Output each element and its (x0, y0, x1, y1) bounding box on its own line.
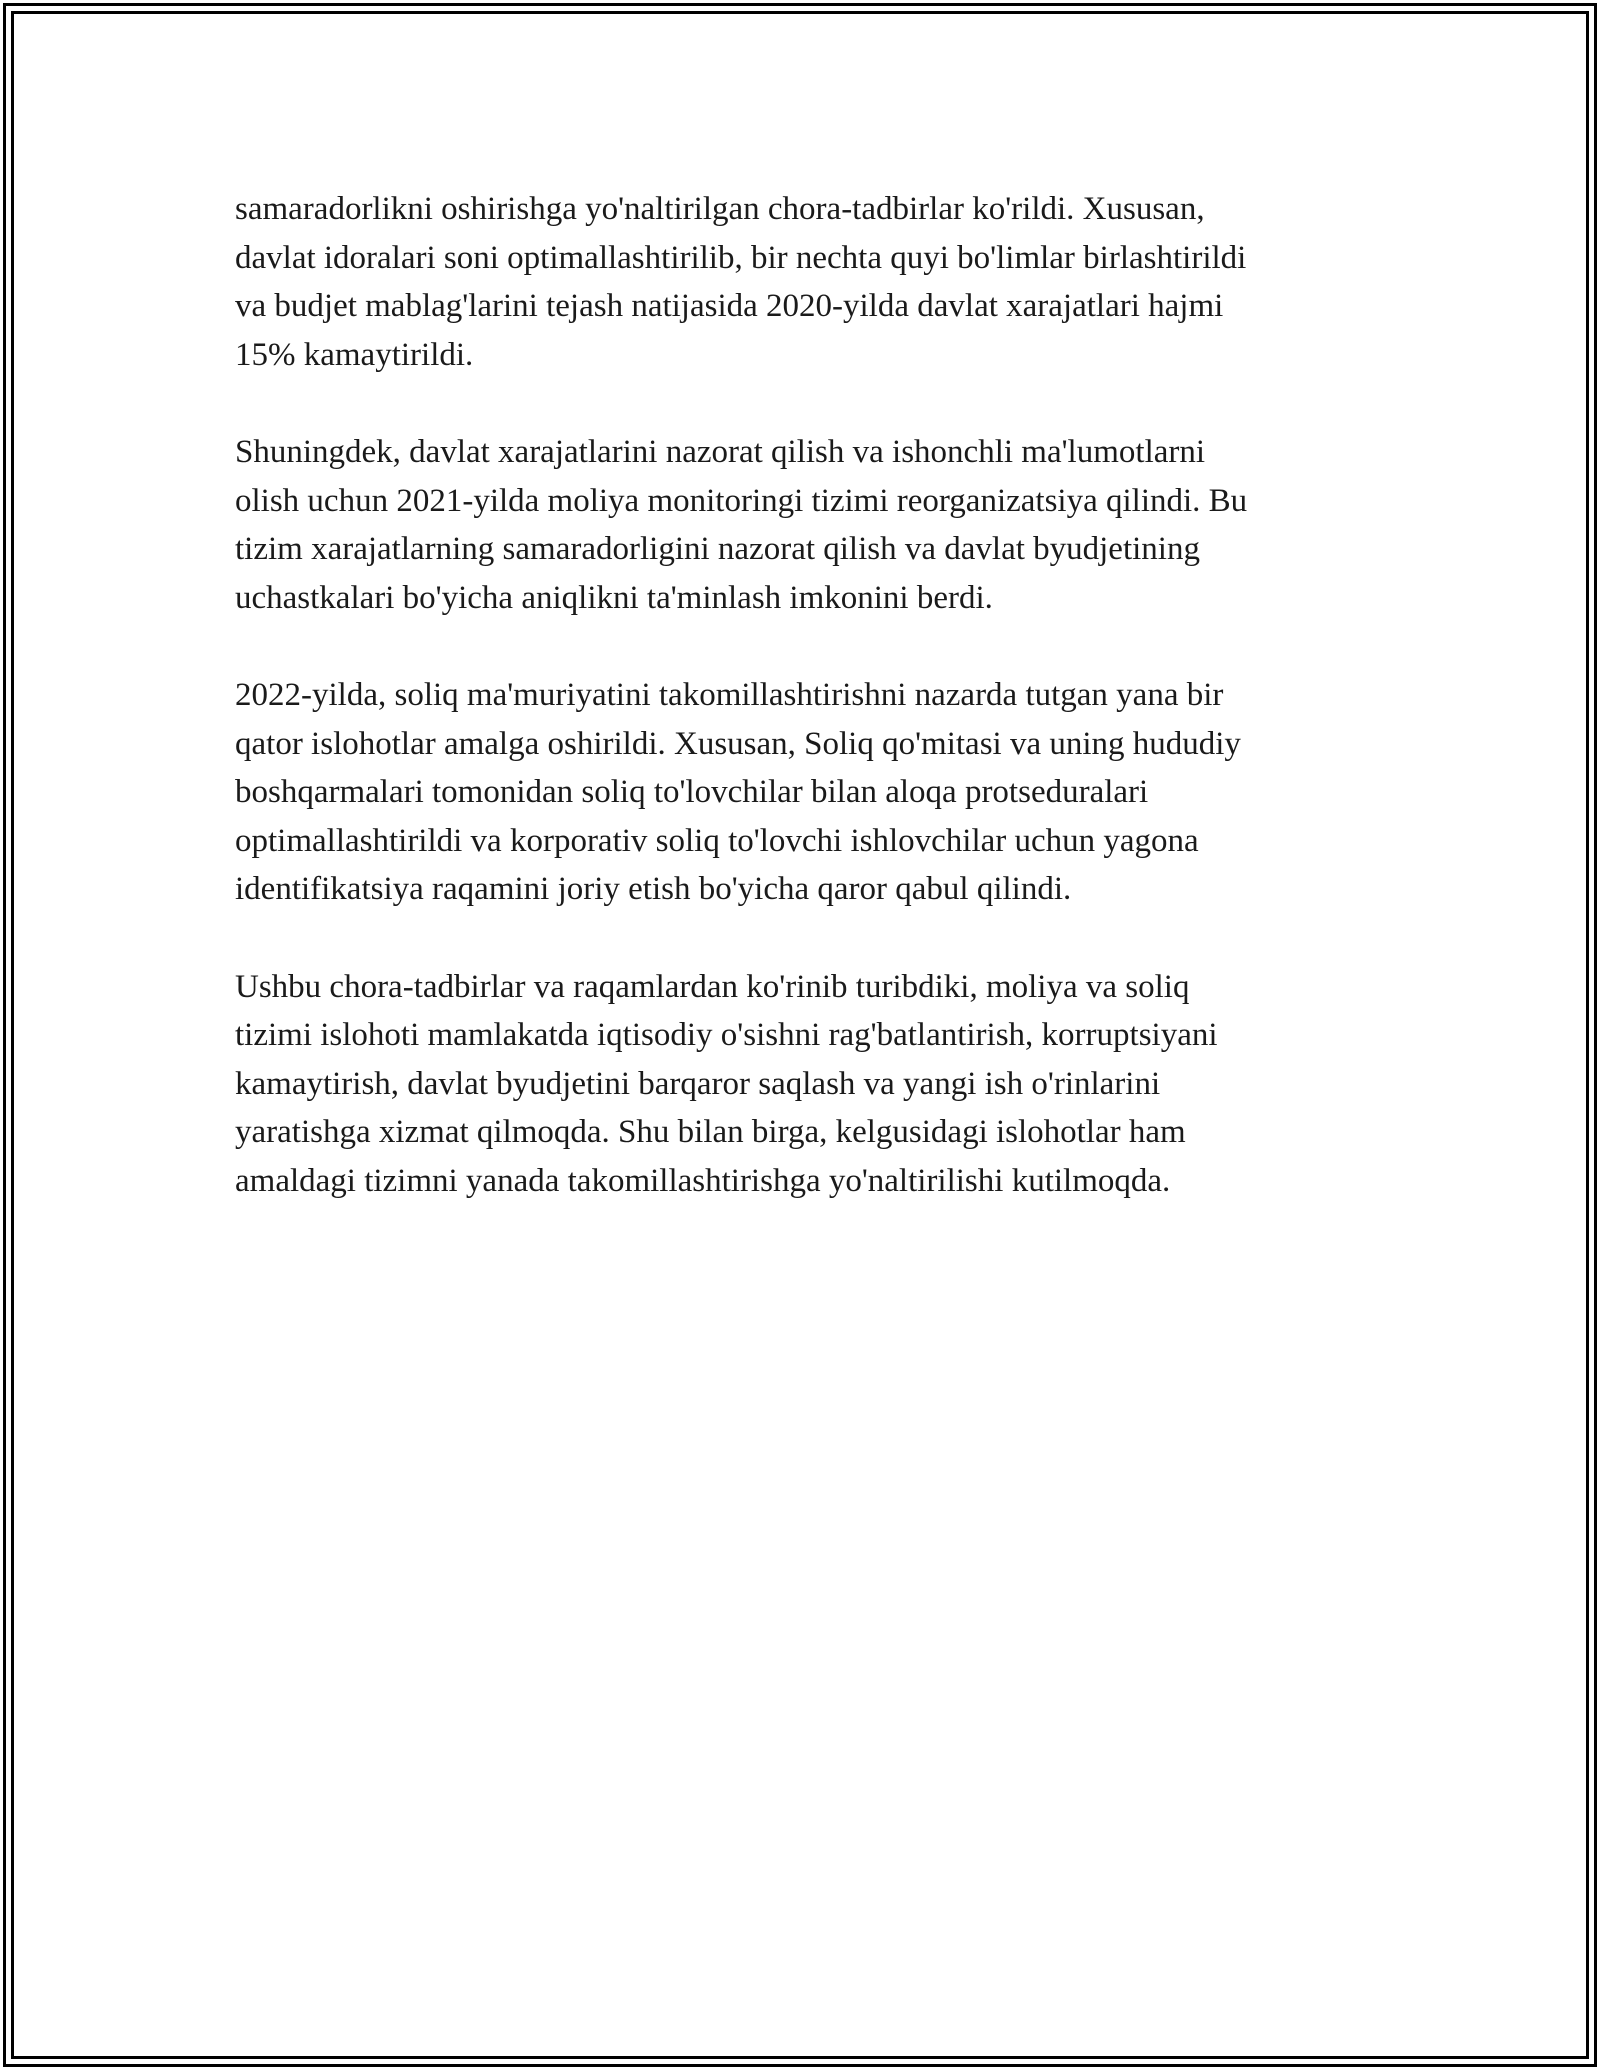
paragraph-2: Shuningdek, davlat xarajatlarini nazorat qilish va ishonchli ma'lumotlarni olish uchun 2021-yilda moliya monitoringi tizimi reorganizatsiya qilindi. Bu tizim xarajatlarning samaradorligini nazorat qilish va davlat byudjetining uchastkalari bo'yicha aniqlikni ta'minlash imkonini berdi. (235, 434, 1248, 616)
document-body (235, 185, 1375, 1254)
paragraph-4: Ushbu chora-tadbirlar va raqamlardan ko'rinib turibdiki, moliya va soliq tizimi islohoti mamlakatda iqtisodiy o'sishni rag'batlantirish, korruptsiyani kamaytirish, davlat byudjetini barqaror saqlash va yangi ish o'rinlarini yaratishga xizmat qilmoqda. Shu bilan birga, kelgusidagi islohotlar ham amaldagi tizimni yanada takomillashtirishga yo'naltirilishi kutilmoqda. (235, 968, 1218, 1199)
paragraph-1: samaradorlikni oshirishga yo'naltirilgan chora-tadbirlar ko'rildi. Xususan, davlat idoralari soni optimallashtirilib, bir nechta quyi bo'limlar birlashtirildi va budjet mablag'larini tejash natijasida 2020-yilda davlat xarajatlari hajmi 15% kamaytirildi. (235, 191, 1247, 373)
paragraph-3: 2022-yilda, soliq ma'muriyatini takomillashtirishni nazarda tutgan yana bir qator islohotlar amalga oshirildi. Xususan, Soliq qo'mitasi va uning hududiy boshqarmalari tomonidan soliq to'lovchilar bilan aloqa protseduralari optimallashtirildi va korporativ soliq to'lovchi ishlovchilar uchun yagona identifikatsiya raqamini joriy etish bo'yicha qaror qabul qilindi. (235, 677, 1241, 907)
